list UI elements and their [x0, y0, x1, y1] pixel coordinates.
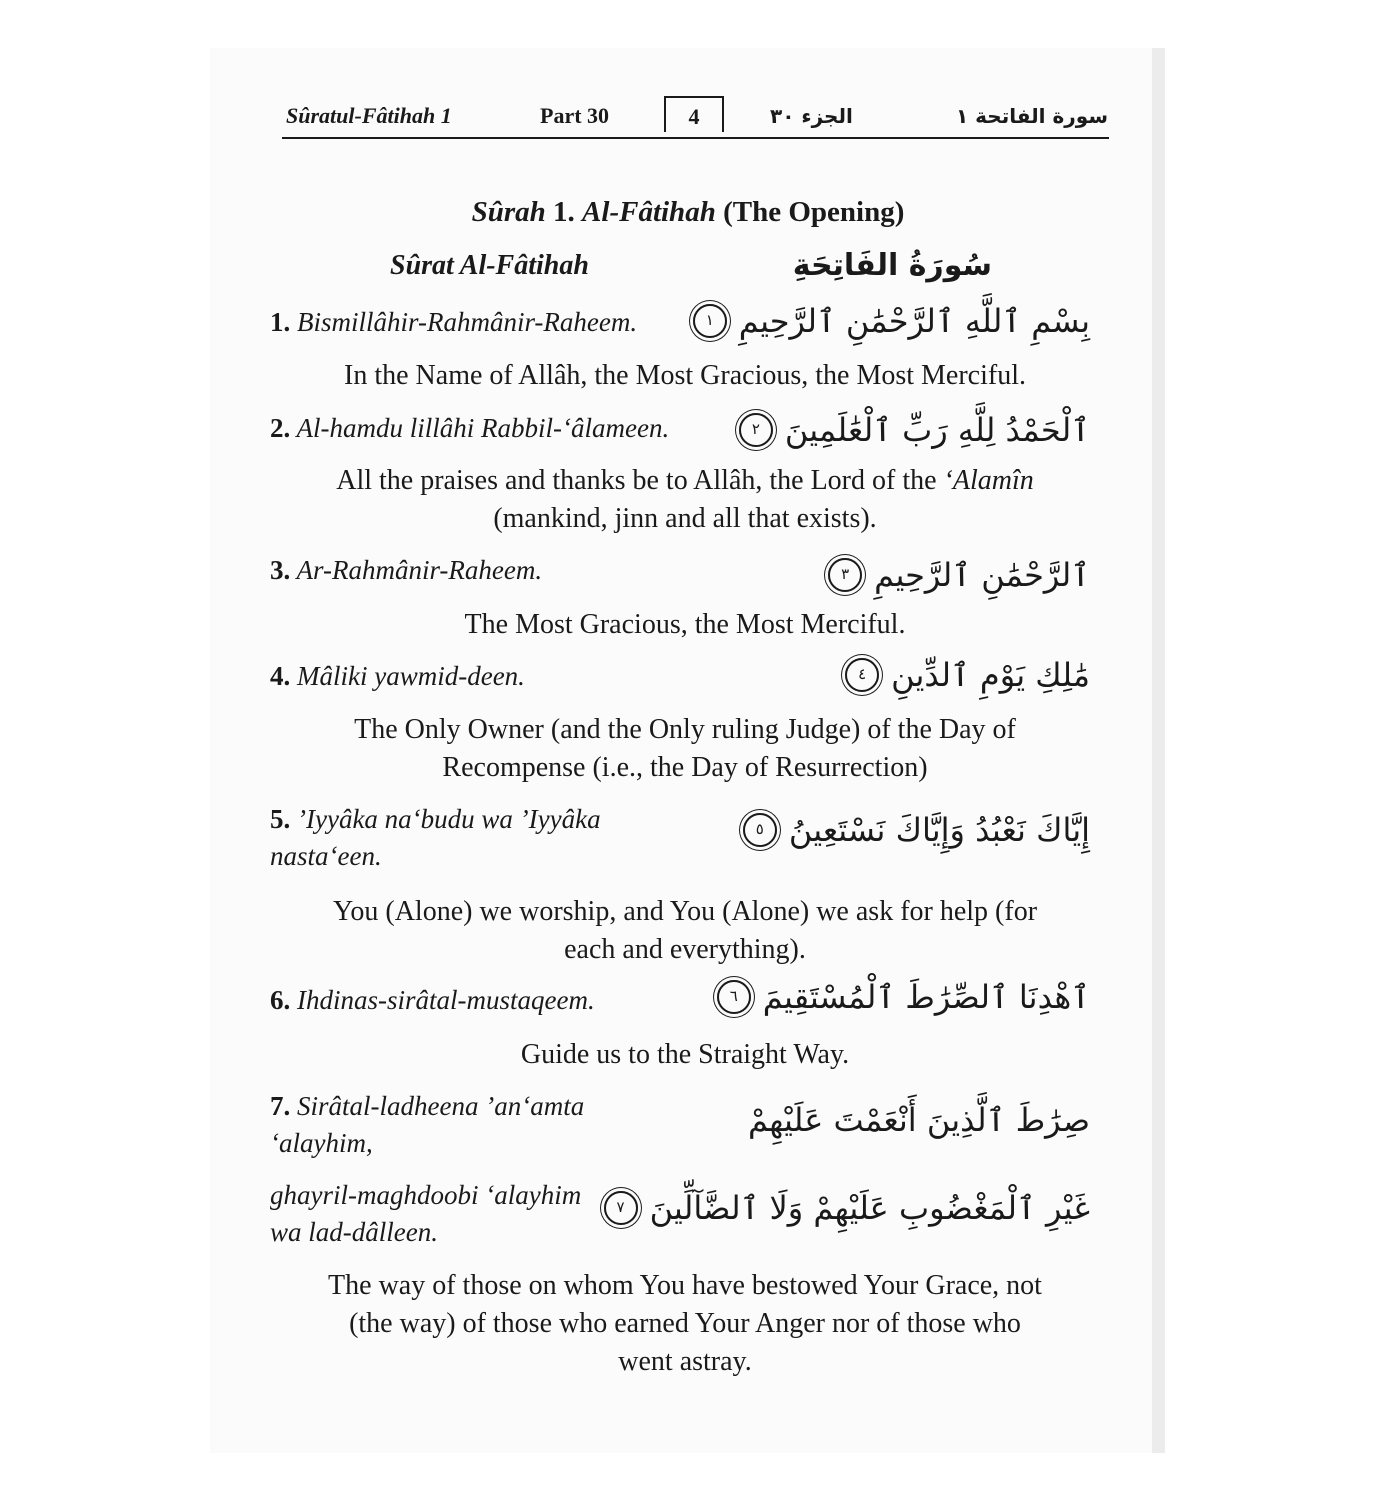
verse-7-translation-line-3: went astray. — [618, 1346, 752, 1377]
header-part-arabic: الجزء ٣٠ — [770, 104, 853, 128]
verse-3-number: 3. — [270, 555, 291, 585]
verse-5-arabic — [743, 808, 1090, 852]
ayah-marker-icon: ٦ — [717, 980, 751, 1014]
verse-5-translation-line-1: You (Alone) we worship, and You (Alone) we ask for help (for — [332, 896, 1038, 927]
verse-3-arabic-text: ٱلرَّحْمَٰنِ ٱلرَّحِيمِ — [874, 556, 1090, 594]
verse-6-number: 6. — [270, 985, 291, 1015]
verse-4-translation-line-1: The Only Owner (and the Only ruling Judge) of the Day of — [354, 714, 1016, 745]
verse-7-translation — [270, 1267, 1100, 1381]
verse-7-translation-line-2: (the way) of those who earned Your Anger nor of those who — [349, 1308, 1021, 1339]
verse-7-translit-line-4: wa lad-dâlleen. — [270, 1217, 438, 1247]
verse-4-translation-line-2: Recompense (i.e., the Day of Resurrection) — [442, 752, 928, 783]
ayah-marker-icon: ٣ — [828, 558, 862, 592]
verse-5-translation-line-2: each and everything). — [564, 934, 806, 965]
verse-2-translit-text: Al-hamdu lillâhi Rabbil-‘âlameen. — [296, 413, 670, 443]
page-number-box — [664, 96, 724, 132]
verse-1-arabic-text: بِسْمِ ٱللَّهِ ٱلرَّحْمَٰنِ ٱلرَّحِيمِ — [738, 302, 1090, 340]
verse-6-translit-text: Ihdinas-sirâtal-mustaqeem. — [297, 985, 595, 1015]
surah-title-name: Al-Fâtihah — [582, 196, 716, 228]
verse-1-translation: In the Name of Allâh, the Most Gracious, the Most Merciful. — [344, 360, 1026, 391]
verse-5-arabic-text: إِيَّاكَ نَعْبُدُ وَإِيَّاكَ نَسْتَعِينُ — [788, 811, 1090, 849]
verse-4-transliteration — [270, 658, 670, 695]
verse-6-transliteration — [270, 982, 670, 1019]
verse-7-translit-line-2: ‘alayhim, — [270, 1128, 373, 1158]
verse-2-arabic — [739, 408, 1090, 452]
page-edge — [1152, 48, 1165, 1453]
verse-1-arabic — [693, 299, 1090, 343]
verse-2-translation-line-2: (mankind, jinn and all that exists). — [493, 503, 877, 534]
surah-title — [0, 196, 1376, 229]
verse-2-number: 2. — [270, 413, 291, 443]
surah-title-english: (The Opening) — [723, 196, 905, 228]
surah-title-number: 1. — [553, 196, 575, 228]
verse-5-number: 5. — [270, 804, 291, 834]
header-surah-title: Sûratul-Fâtihah 1 — [286, 103, 452, 128]
verse-4-arabic-text: مَٰلِكِ يَوْمِ ٱلدِّينِ — [891, 656, 1090, 694]
verse-7-number: 7. — [270, 1091, 291, 1121]
surah-title-word: Sûrah — [471, 196, 546, 228]
surah-subtitle-arabic: سُورَةُ الفَاتِحَةِ — [792, 248, 992, 283]
header-title-arabic: سورة الفاتحة ١ — [956, 104, 1108, 128]
verse-4-arabic — [845, 653, 1090, 697]
verse-7-arabic-text: صِرَٰطَ ٱلَّذِينَ أَنْعَمْتَ عَلَيْهِمْ — [747, 1101, 1090, 1139]
surah-subtitle: Sûrat Al-Fâtihah — [390, 250, 589, 281]
header-rule — [282, 137, 1109, 139]
verse-2-transliteration — [270, 410, 730, 447]
verse-2-translation — [270, 462, 1100, 538]
verse-7-transliteration — [270, 1088, 670, 1162]
verse-2-translation-term: ‘Alamîn — [943, 465, 1034, 496]
verse-1-number: 1. — [270, 307, 291, 337]
verse-6-translation: Guide us to the Straight Way. — [520, 1039, 850, 1070]
verse-1-transliteration — [270, 304, 670, 341]
ayah-marker-icon: ١ — [693, 304, 727, 338]
verse-1-translit-text: Bismillâhir-Rahmânir-Raheem. — [297, 307, 638, 337]
ayah-marker-icon: ٥ — [743, 813, 777, 847]
verse-3-translit-text: Ar-Rahmânir-Raheem. — [296, 555, 543, 585]
verse-3-translation: The Most Gracious, the Most Merciful. — [464, 609, 906, 640]
verse-5-translit-line-2: nasta‘een. — [270, 841, 382, 871]
verse-3-arabic — [828, 553, 1090, 597]
verse-6-arabic — [717, 975, 1090, 1019]
verse-4-number: 4. — [270, 661, 291, 691]
verse-7-translit-text: Sirâtal-ladheena ’an‘amta — [297, 1091, 585, 1121]
verse-2-arabic-text: ٱلْحَمْدُ لِلَّهِ رَبِّ ٱلْعَٰلَمِينَ — [784, 411, 1090, 449]
ayah-marker-icon: ٢ — [739, 413, 773, 447]
verse-7-arabic-cont — [604, 1186, 1090, 1230]
verse-4-translit-text: Mâliki yawmid-deen. — [297, 661, 525, 691]
ayah-marker-icon: ٧ — [604, 1191, 638, 1225]
header-part: Part 30 — [540, 103, 610, 128]
verse-5-translit-text: ’Iyyâka na‘budu wa ’Iyyâka — [297, 804, 601, 834]
verse-3-transliteration — [270, 552, 670, 589]
ayah-marker-icon: ٤ — [845, 658, 879, 692]
verse-7-arabic — [748, 1098, 1090, 1142]
verse-5-translation — [270, 893, 1100, 969]
verse-6-arabic-text: ٱهْدِنَا ٱلصِّرَٰطَ ٱلْمُسْتَقِيمَ — [762, 978, 1090, 1016]
verse-7-arabic-text-2: غَيْرِ ٱلْمَغْضُوبِ عَلَيْهِمْ وَلَا ٱلضَّآلِّينَ — [649, 1189, 1090, 1227]
verse-7-translit-line-3: ghayril-maghdoobi ‘alayhim — [270, 1180, 582, 1210]
verse-7-translation-line-1: The way of those on whom You have bestowed Your Grace, not — [328, 1270, 1042, 1301]
page-number: 4 — [688, 104, 700, 129]
verse-2-translation-line-1: All the praises and thanks be to Allâh, the Lord of the — [336, 465, 937, 496]
verse-5-transliteration — [270, 801, 670, 875]
verse-4-translation — [270, 711, 1100, 787]
